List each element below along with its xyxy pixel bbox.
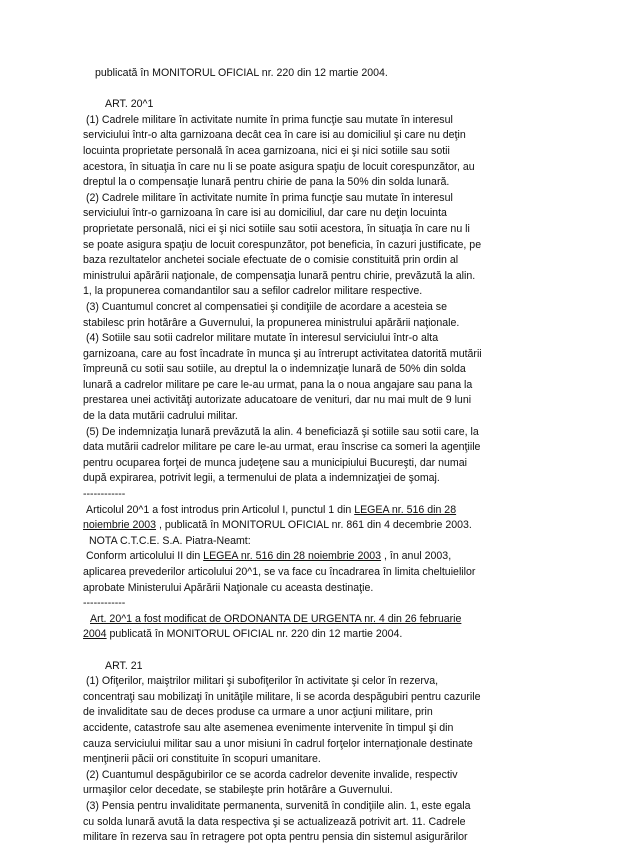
oug-4-2004-link-continued[interactable]: 2004: [83, 628, 107, 641]
oug-4-2004-link[interactable]: Art. 20^1 a fost modificat de ORDONANTA DE URGENTA nr. 4 din 26 februarie: [90, 612, 462, 625]
separator-1: ------------: [83, 488, 126, 501]
art20-heading: ART. 20^1: [105, 98, 154, 111]
art20-paragraph-2: (2) Cadrele militare în activitate numite în prima funcţie sau mutate în interesul serviciului într-o garnizoana în care isi au domiciliul, dar care nu deţin locuinta proprietate personală, nici ei şi nici sotiile sau sotii acestora, în situaţia în care nu li se poate asigura spaţiu de locuit corespunzător, pot beneficia, în cazuri justificate, pe baza rezultatelor anchetei sociale efectuate de o comisie constituită prin ordin al ministrului apărării naţionale, de compensaţia lunară pentru chirie, prevăzută la alin. 1, la propunerea comandantilor sau a sefilor cadrelor militare respective.: [83, 191, 482, 298]
art20-paragraph-5: (5) De indemnizaţia lunară prevăzută la alin. 4 beneficiază şi sotiile sau sotii care, la data mutării cadrelor militare pe care le-au urmat, erau înscrise ca someri la agenţiile pentru ocuparea forţei de munca judeţene sau a municipiului Bucureşti, dar numai după expirarea, potrivit legii, a termenului de plata a indemnizaţiei de şomaj.: [83, 425, 481, 485]
ctce-note-heading: NOTA C.T.C.E. S.A. Piatra-Neamt:: [89, 534, 251, 547]
document-page: [83, 66, 546, 846]
art21-heading: ART. 21: [105, 659, 143, 672]
art21-paragraph-3: (3) Pensia pentru invaliditate permanenta, survenită în condiţiile alin. 1, este egala cu solda lunară avută la data respectiva şi se actualizează potrivit art. 11. Cadrele militare în rezerva sau în retragere pot opta pentru pensia din sistemul asigurărilor: [83, 799, 471, 844]
lege-516-link[interactable]: LEGEA nr. 516 din 28: [354, 503, 457, 516]
lege-516-article-ii-link[interactable]: LEGEA nr. 516 din 28 noiembrie 2003: [203, 550, 382, 563]
art20-paragraph-1: (1) Cadrele militare în activitate numite în prima funcţie sau mutate în interesul serviciului într-o alta garnizoana decât cea în care isi au domiciliul şi care nu deţin locuinta proprietate personală în acea garnizoana, nici ei şi nici sotiile sau sotii acestora, în situaţia în care nu li se poate asigura spaţiu de locuit corespunzător, au dreptul la o compensaţie lunară pentru chirie de pana la 50% din solda lunară.: [83, 113, 475, 189]
amendment-note-1: Articolul 20^1 a fost introdus prin Articolul I, punctul 1 din LEGEA nr. 516 din 28 noiembrie 2003 , publicată în MONITORUL OFICIAL nr. 861 din 4 decembrie 2003.: [83, 503, 472, 532]
art21-paragraph-2: (2) Cuantumul despăgubirilor ce se acorda cadrelor devenite invalide, respectiv urmaşilor celor decedate, se stabileşte prin hotărâre a Guvernului.: [83, 768, 458, 797]
art21-paragraph-1: (1) Ofiţerilor, maiştrilor militari şi subofiţerilor în activitate şi celor în rezerva, concentraţi sau mobilizaţi în unităţile militare, li se acorda despăgubiri pentru cazurile de invaliditate sau de deces produse ca urmare a unor acţiuni militare, prin accidente, catastrofe sau alte asemenea evenimente intervenite în timpul şi din cauza serviciului militar sau a unor misiuni în cadrul forţelor internaţionale destinate menţinerii păcii ori constituite în scopuri umanitare.: [83, 675, 481, 766]
lege-516-link-continued[interactable]: noiembrie 2003: [83, 519, 157, 532]
separator-2: ------------: [83, 597, 126, 610]
art20-paragraph-4: (4) Sotiile sau sotii cadrelor militare mutate în interesul serviciului într-o alta garnizoana, care au fost încadrate în munca şi au întrerupt activitatea datorită mutării împreună cu sotii sau sotiile, au dreptul la o indemnizaţie lunară de 50% din solda lunară a cadrelor militare pe care le-au urmat, pana la o noua angajare sau pana la prestarea unei activităţi autorizate aducatoare de venituri, dar nu mai mult de 9 luni de la data mutării cadrului militar.: [83, 332, 482, 423]
art20-paragraph-3: (3) Cuantumul concret al compensatiei şi condiţiile de acordare a acesteia se stabilesc prin hotărâre a Guvernului, la propunerea ministrului apărării naţionale.: [83, 300, 460, 329]
ctce-note: NOTA C.T.C.E. S.A. Piatra-Neamt: Conform articolului II din LEGEA nr. 516 din 28 noiembrie 2003 , în anul 2003, aplicarea prevederilor articolului 20^1, se va face cu încadrarea în limita cheltuielilor aprobate Ministerului Apărării Naţionale cu aceasta destinaţie.: [83, 534, 546, 596]
modification-note: Art. 20^1 a fost modificat de ORDONANTA DE URGENTA nr. 4 din 26 februarie 2004 publicată în MONITORUL OFICIAL nr. 220 din 12 martie 2004.: [83, 612, 462, 641]
intro-publication: publicată în MONITORUL OFICIAL nr. 220 din 12 martie 2004.: [95, 67, 388, 79]
